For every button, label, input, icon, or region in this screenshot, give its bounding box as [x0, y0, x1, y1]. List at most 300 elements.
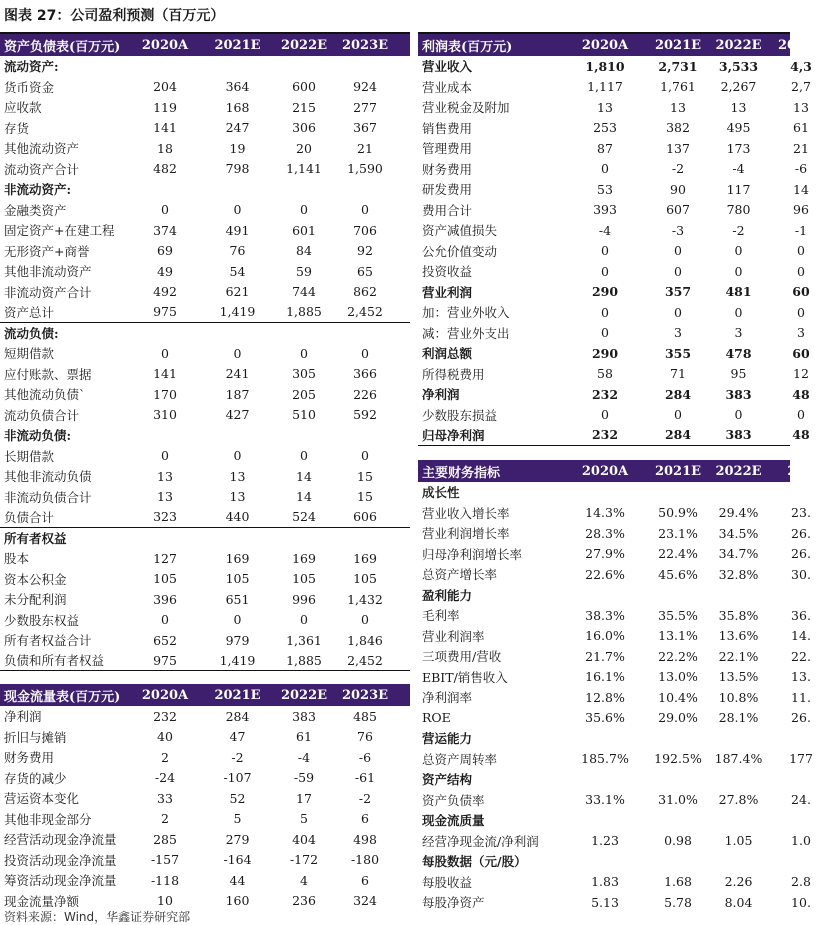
cell-value: 26.: [791, 525, 811, 541]
table-row: [418, 159, 808, 180]
cell-value: 367: [353, 120, 377, 136]
cell-value: 22.4%: [658, 546, 698, 562]
cell-value: 232: [591, 386, 619, 402]
cell-value: 168: [225, 99, 250, 115]
cell-value: -157: [150, 852, 180, 868]
cell-value: 10.8%: [718, 689, 759, 705]
cell-value: 169: [292, 550, 316, 566]
row-label: 所有者权益: [4, 530, 67, 546]
cell-value: 996: [292, 591, 316, 607]
cell-value: 236: [292, 893, 316, 909]
table-row: [0, 651, 410, 672]
cell-value: 366: [353, 366, 377, 382]
table-row: [0, 118, 410, 139]
cell-value: 0: [797, 243, 805, 259]
row-label: 净利润: [422, 387, 460, 403]
cell-value: 0: [797, 263, 805, 279]
row-label: 盈利能力: [422, 587, 473, 603]
table-row: [418, 138, 809, 159]
table-row: [0, 850, 410, 871]
cell-value: -4: [732, 161, 745, 177]
cell-value: 48: [792, 427, 810, 443]
table-row: [418, 323, 805, 344]
cell-value: 2.8: [791, 874, 811, 890]
cell-value: 253: [593, 120, 617, 136]
cell-value: 0: [300, 202, 308, 218]
row-label: 净利润: [4, 709, 42, 725]
row-label: 资本公积金: [4, 571, 67, 587]
cell-value: -180: [350, 852, 380, 868]
cell-value: 2,7: [791, 79, 811, 95]
row-label: 负债合计: [4, 509, 55, 525]
cashflow-table: [0, 684, 410, 911]
row-label: 经营净现金流/净利润: [422, 833, 539, 849]
cell-value: 0: [161, 345, 169, 361]
row-label: 其他流动负债`: [4, 387, 86, 403]
table-row: [418, 384, 810, 405]
table-row: [418, 482, 790, 503]
table-row: [0, 97, 410, 118]
cell-value: 95: [730, 366, 747, 382]
cell-value: -2: [231, 749, 244, 765]
table-row: [418, 687, 811, 708]
cell-value: 11.: [791, 689, 811, 705]
cell-value: 3: [797, 325, 805, 341]
row-label: 长期借款: [4, 448, 55, 464]
cell-value: 119: [153, 99, 177, 115]
cell-value: -2: [732, 222, 745, 238]
year-header: 2020A: [581, 463, 629, 479]
cell-value: 185.7%: [581, 751, 629, 767]
row-label: 非流动资产:: [4, 182, 72, 198]
cell-value: 8.04: [724, 894, 753, 910]
row-label: 所得税费用: [422, 366, 485, 382]
cell-value: 524: [292, 509, 316, 525]
cell-value: 510: [292, 407, 316, 423]
cell-value: 90: [670, 181, 686, 197]
cell-value: 364: [225, 79, 250, 95]
cell-value: 5.78: [664, 894, 692, 910]
table-row: [418, 851, 790, 872]
row-label: 成长性: [422, 485, 460, 501]
cell-value: 187: [225, 386, 250, 402]
cell-value: 27.9%: [585, 546, 625, 562]
cell-value: 35.6%: [585, 710, 625, 726]
cell-value: 16.1%: [585, 669, 625, 685]
cell-value: 13.0%: [658, 669, 698, 685]
row-label: 流动负债合计: [4, 407, 80, 423]
year-header: 2021E: [654, 463, 702, 479]
table-row: [418, 605, 811, 626]
cell-value: 485: [353, 708, 377, 724]
table-row: [418, 564, 811, 585]
row-label: 每股收益: [422, 874, 473, 890]
row-label: 所有者权益合计: [4, 633, 92, 649]
cell-value: -24: [154, 770, 176, 786]
table-row: [418, 708, 811, 729]
row-label: 公允价值变动: [422, 243, 498, 259]
table-row: [0, 323, 410, 344]
cell-value: 13: [157, 489, 173, 505]
cell-value: 284: [664, 386, 692, 402]
row-label: 资产减值损失: [422, 223, 498, 239]
cell-value: 355: [664, 345, 692, 361]
cell-value: 383: [725, 427, 752, 443]
cell-value: 2: [161, 811, 169, 827]
row-label: 资产负债率: [422, 792, 485, 808]
cell-value: 924: [353, 79, 377, 95]
cell-value: 22.6%: [585, 566, 625, 582]
table-row: [418, 302, 805, 323]
cell-value: -118: [150, 872, 180, 888]
cell-value: 32.8%: [718, 566, 759, 582]
table-row: [0, 261, 410, 282]
cell-value: 22.1%: [718, 648, 759, 664]
cell-value: 31.0%: [658, 792, 698, 808]
cell-value: 10: [157, 893, 173, 909]
cell-value: 13: [157, 468, 173, 484]
table-row: [418, 892, 811, 913]
row-label: 存货的减少: [4, 770, 67, 786]
table-row: [0, 768, 410, 789]
cell-value: 5: [233, 811, 242, 827]
row-label: 费用合计: [422, 202, 473, 218]
cell-value: 404: [292, 831, 316, 847]
page-title: 图表 27：公司盈利预测（百万元）: [4, 8, 225, 24]
year-header: 2021E: [214, 37, 261, 53]
row-label: 其他非流动资产: [4, 264, 92, 280]
cell-value: 13: [793, 99, 809, 115]
cell-value: 279: [225, 831, 250, 847]
cell-value: 5: [300, 811, 308, 827]
row-label: 其他非流动负债: [4, 469, 92, 485]
cell-value: 52: [229, 790, 246, 806]
cell-value: 374: [153, 222, 177, 238]
row-label: 资产结构: [422, 772, 473, 788]
cell-value: 592: [353, 407, 377, 423]
cell-value: 34.7%: [718, 546, 759, 562]
cell-value: 92: [357, 243, 373, 259]
cell-value: 105: [225, 571, 250, 587]
cell-value: 0: [361, 448, 369, 464]
table-row: [0, 302, 410, 323]
table-row: [0, 727, 410, 748]
cell-value: 61: [793, 120, 809, 136]
cell-value: 40: [157, 729, 173, 745]
income-statement-table: [418, 32, 825, 446]
table-header: [418, 34, 825, 56]
row-label: 加：营业外收入: [422, 305, 510, 321]
cell-value: 0: [674, 263, 682, 279]
cell-value: 38.3%: [585, 607, 625, 623]
table-title: 现金流量表(百万元): [4, 689, 121, 705]
table-row: [418, 523, 811, 544]
cell-value: 29.4%: [718, 505, 759, 521]
row-label: 应付账款、票据: [4, 366, 92, 382]
cell-value: 862: [353, 284, 377, 300]
cell-value: 1,590: [347, 161, 383, 177]
table-row: [418, 544, 811, 565]
cell-value: 96: [793, 202, 809, 218]
row-label: 利润总额: [422, 346, 473, 362]
cell-value: 15: [357, 468, 373, 484]
row-label: 财务费用: [4, 750, 55, 766]
cell-value: 61: [296, 729, 312, 745]
cell-value: 3: [734, 325, 743, 341]
row-label: 股本: [4, 551, 30, 567]
row-label: 现金流质量: [422, 813, 485, 829]
cell-value: 1.23: [591, 833, 619, 849]
cell-value: 13: [229, 468, 246, 484]
row-label: 固定资产+在建工程: [4, 223, 115, 239]
row-label: 毛利率: [422, 608, 460, 624]
cell-value: 192.5%: [654, 751, 702, 767]
financial-ratios-table: [418, 460, 815, 913]
cell-value: 1,432: [347, 591, 383, 607]
cell-value: 0: [674, 407, 682, 423]
cell-value: 0: [361, 612, 369, 628]
row-label: 营业利润: [422, 284, 473, 300]
cell-value: 606: [353, 509, 377, 525]
cell-value: 13: [597, 99, 613, 115]
row-label: 非流动负债合计: [4, 489, 92, 505]
row-label: 货币资金: [4, 79, 55, 95]
table-row: [418, 241, 805, 262]
year-header: 2023E: [341, 37, 389, 53]
cell-value: 0: [674, 304, 682, 320]
cell-value: 76: [357, 729, 373, 745]
cell-value: 26.: [791, 546, 811, 562]
cell-value: 1.83: [591, 874, 619, 890]
year-header: 2022E: [280, 37, 328, 53]
cell-value: 58: [597, 366, 613, 382]
cell-value: 1,810: [585, 58, 625, 74]
table-row: [0, 870, 410, 891]
table-row: [0, 77, 410, 98]
cell-value: 1.68: [664, 874, 692, 890]
cell-value: 76: [229, 243, 246, 259]
table-row: [418, 626, 811, 647]
cell-value: 22.: [791, 648, 811, 664]
cell-value: 601: [292, 222, 316, 238]
row-label: 金融类资产: [4, 202, 67, 218]
cell-value: 491: [225, 222, 250, 238]
cell-value: 0: [734, 407, 743, 423]
cell-value: 13.6%: [718, 628, 759, 644]
row-label: 负债和所有者权益: [4, 653, 105, 669]
row-label: 经营活动现金净流量: [4, 832, 117, 848]
table-row: [418, 831, 811, 852]
table-title: 主要财务指标: [422, 465, 501, 481]
row-label: 筹资活动现金净流量: [4, 873, 117, 889]
year-header: 2021E: [654, 37, 702, 53]
source-note: 资料来源：Wind，华鑫证券研究部: [4, 910, 191, 924]
cell-value: 651: [225, 591, 250, 607]
table-row: [418, 667, 811, 688]
cell-value: 0: [361, 345, 369, 361]
table-title: 利润表(百万元): [422, 39, 513, 55]
table-row: [0, 282, 410, 303]
cell-value: 0: [797, 407, 805, 423]
row-label: 每股净资产: [422, 895, 485, 911]
cell-value: 169: [225, 550, 250, 566]
row-label: 管理费用: [422, 141, 473, 157]
cell-value: 45.6%: [658, 566, 698, 582]
cell-value: 48: [792, 386, 810, 402]
cell-value: -164: [223, 852, 252, 868]
row-label: 资产总计: [4, 304, 55, 320]
cell-value: 1,361: [286, 632, 322, 648]
cell-value: -3: [671, 222, 685, 238]
cell-value: 117: [726, 181, 751, 197]
cell-value: 478: [725, 345, 752, 361]
cell-value: 305: [292, 366, 316, 382]
row-label: 总资产周转率: [422, 751, 498, 767]
cell-value: 34.5%: [718, 525, 759, 541]
table-row: [418, 56, 812, 77]
cell-value: 427: [225, 407, 250, 423]
cell-value: 50.9%: [658, 505, 698, 521]
cell-value: 0: [601, 304, 609, 320]
cell-value: 0: [300, 345, 308, 361]
row-label: 总资产增长率: [422, 567, 498, 583]
cell-value: 284: [664, 427, 692, 443]
cell-value: 127: [153, 550, 177, 566]
table-row: [418, 646, 811, 667]
cell-value: 4: [300, 872, 308, 888]
cell-value: 0: [300, 612, 308, 628]
table-row: [418, 97, 809, 118]
cell-value: 0: [361, 202, 369, 218]
year-header: 2022E: [715, 37, 762, 53]
cell-value: 160: [225, 893, 250, 909]
table-row: [0, 589, 410, 610]
table-row: [418, 118, 809, 139]
row-label: 投资活动现金净流量: [4, 852, 117, 868]
table-row: [418, 282, 810, 303]
cell-value: 14: [296, 489, 312, 505]
row-label: 其他流动资产: [4, 141, 80, 157]
table-row: [418, 810, 790, 831]
cell-value: 10.4%: [658, 689, 698, 705]
cell-value: 600: [292, 79, 316, 95]
cell-value: 44: [229, 872, 246, 888]
cell-value: 17: [296, 790, 312, 806]
table-row: [418, 790, 811, 811]
table-row: [418, 220, 808, 241]
cell-value: 226: [353, 386, 377, 402]
cell-value: 30.: [791, 566, 811, 582]
balance-sheet-table: [0, 32, 410, 671]
row-label: EBIT/销售收入: [422, 669, 508, 685]
table-row: [418, 503, 811, 524]
cell-value: -1: [794, 222, 808, 238]
cell-value: 1,885: [286, 652, 322, 668]
cell-value: 13.5%: [718, 669, 759, 685]
cell-value: 26.: [791, 710, 811, 726]
cell-value: 36.: [791, 607, 811, 623]
cell-value: 0: [161, 612, 169, 628]
cell-value: 23.1%: [658, 525, 698, 541]
cell-value: 652: [153, 632, 177, 648]
table-row: [0, 241, 410, 262]
cell-value: 495: [726, 120, 751, 136]
cell-value: 357: [664, 284, 692, 300]
cell-value: 177: [789, 751, 813, 767]
table-row: [0, 829, 410, 850]
row-label: 投资收益: [422, 264, 473, 280]
row-label: 其他非现金部分: [4, 811, 92, 827]
cell-value: 0: [233, 202, 242, 218]
cell-value: 232: [153, 708, 177, 724]
table-row: [0, 569, 410, 590]
table-row: [418, 343, 810, 364]
cell-value: -61: [354, 770, 376, 786]
table-row: [0, 809, 410, 830]
row-label: 营业利润增长率: [422, 526, 510, 542]
table-row: [418, 585, 790, 606]
cell-value: -107: [223, 770, 252, 786]
cell-value: 71: [670, 366, 686, 382]
row-label: ROE: [422, 710, 451, 726]
table-row: [0, 610, 410, 631]
cell-value: 24.: [791, 792, 811, 808]
cell-value: 621: [225, 284, 250, 300]
table-row: [418, 364, 809, 385]
cell-value: 0: [601, 161, 609, 177]
cell-value: 0: [734, 243, 743, 259]
cell-value: 35.5%: [658, 607, 698, 623]
cell-value: 2,452: [347, 652, 383, 668]
table-row: [0, 446, 410, 467]
cell-value: 0: [233, 448, 242, 464]
cell-value: 20: [296, 140, 312, 156]
cell-value: 13.: [791, 669, 811, 685]
cell-value: 1.0: [791, 833, 811, 849]
cell-value: 47: [229, 729, 246, 745]
cell-value: 306: [292, 120, 316, 136]
row-label: 研发费用: [422, 182, 473, 198]
cell-value: 87: [597, 140, 613, 156]
cell-value: 12.8%: [585, 689, 625, 705]
cell-value: 2,452: [347, 304, 383, 320]
cell-value: 60: [792, 345, 810, 361]
cell-value: 1.05: [724, 833, 753, 849]
cell-value: 1,117: [587, 79, 623, 95]
table-row: [418, 749, 813, 770]
table-row: [0, 179, 410, 200]
cell-value: 290: [591, 284, 619, 300]
cell-value: 492: [153, 284, 177, 300]
table-row: [418, 728, 790, 749]
row-label: 销售费用: [422, 120, 473, 136]
table-row: [418, 425, 810, 446]
row-label: 归母净利润增长率: [422, 546, 523, 562]
cell-value: 33.1%: [585, 792, 625, 808]
row-label: 流动资产合计: [4, 161, 80, 177]
cell-value: 1,885: [286, 304, 322, 320]
table-row: [418, 200, 809, 221]
cell-value: 187.4%: [714, 751, 763, 767]
row-label: 三项费用/营收: [422, 649, 502, 665]
cell-value: 13.1%: [658, 628, 698, 644]
cell-value: 0.98: [664, 833, 692, 849]
table-row: [418, 405, 805, 426]
row-label: 营运资本变化: [4, 791, 80, 807]
cell-value: 137: [666, 140, 690, 156]
table-header: [0, 34, 410, 56]
cell-value: 28.3%: [585, 525, 625, 541]
